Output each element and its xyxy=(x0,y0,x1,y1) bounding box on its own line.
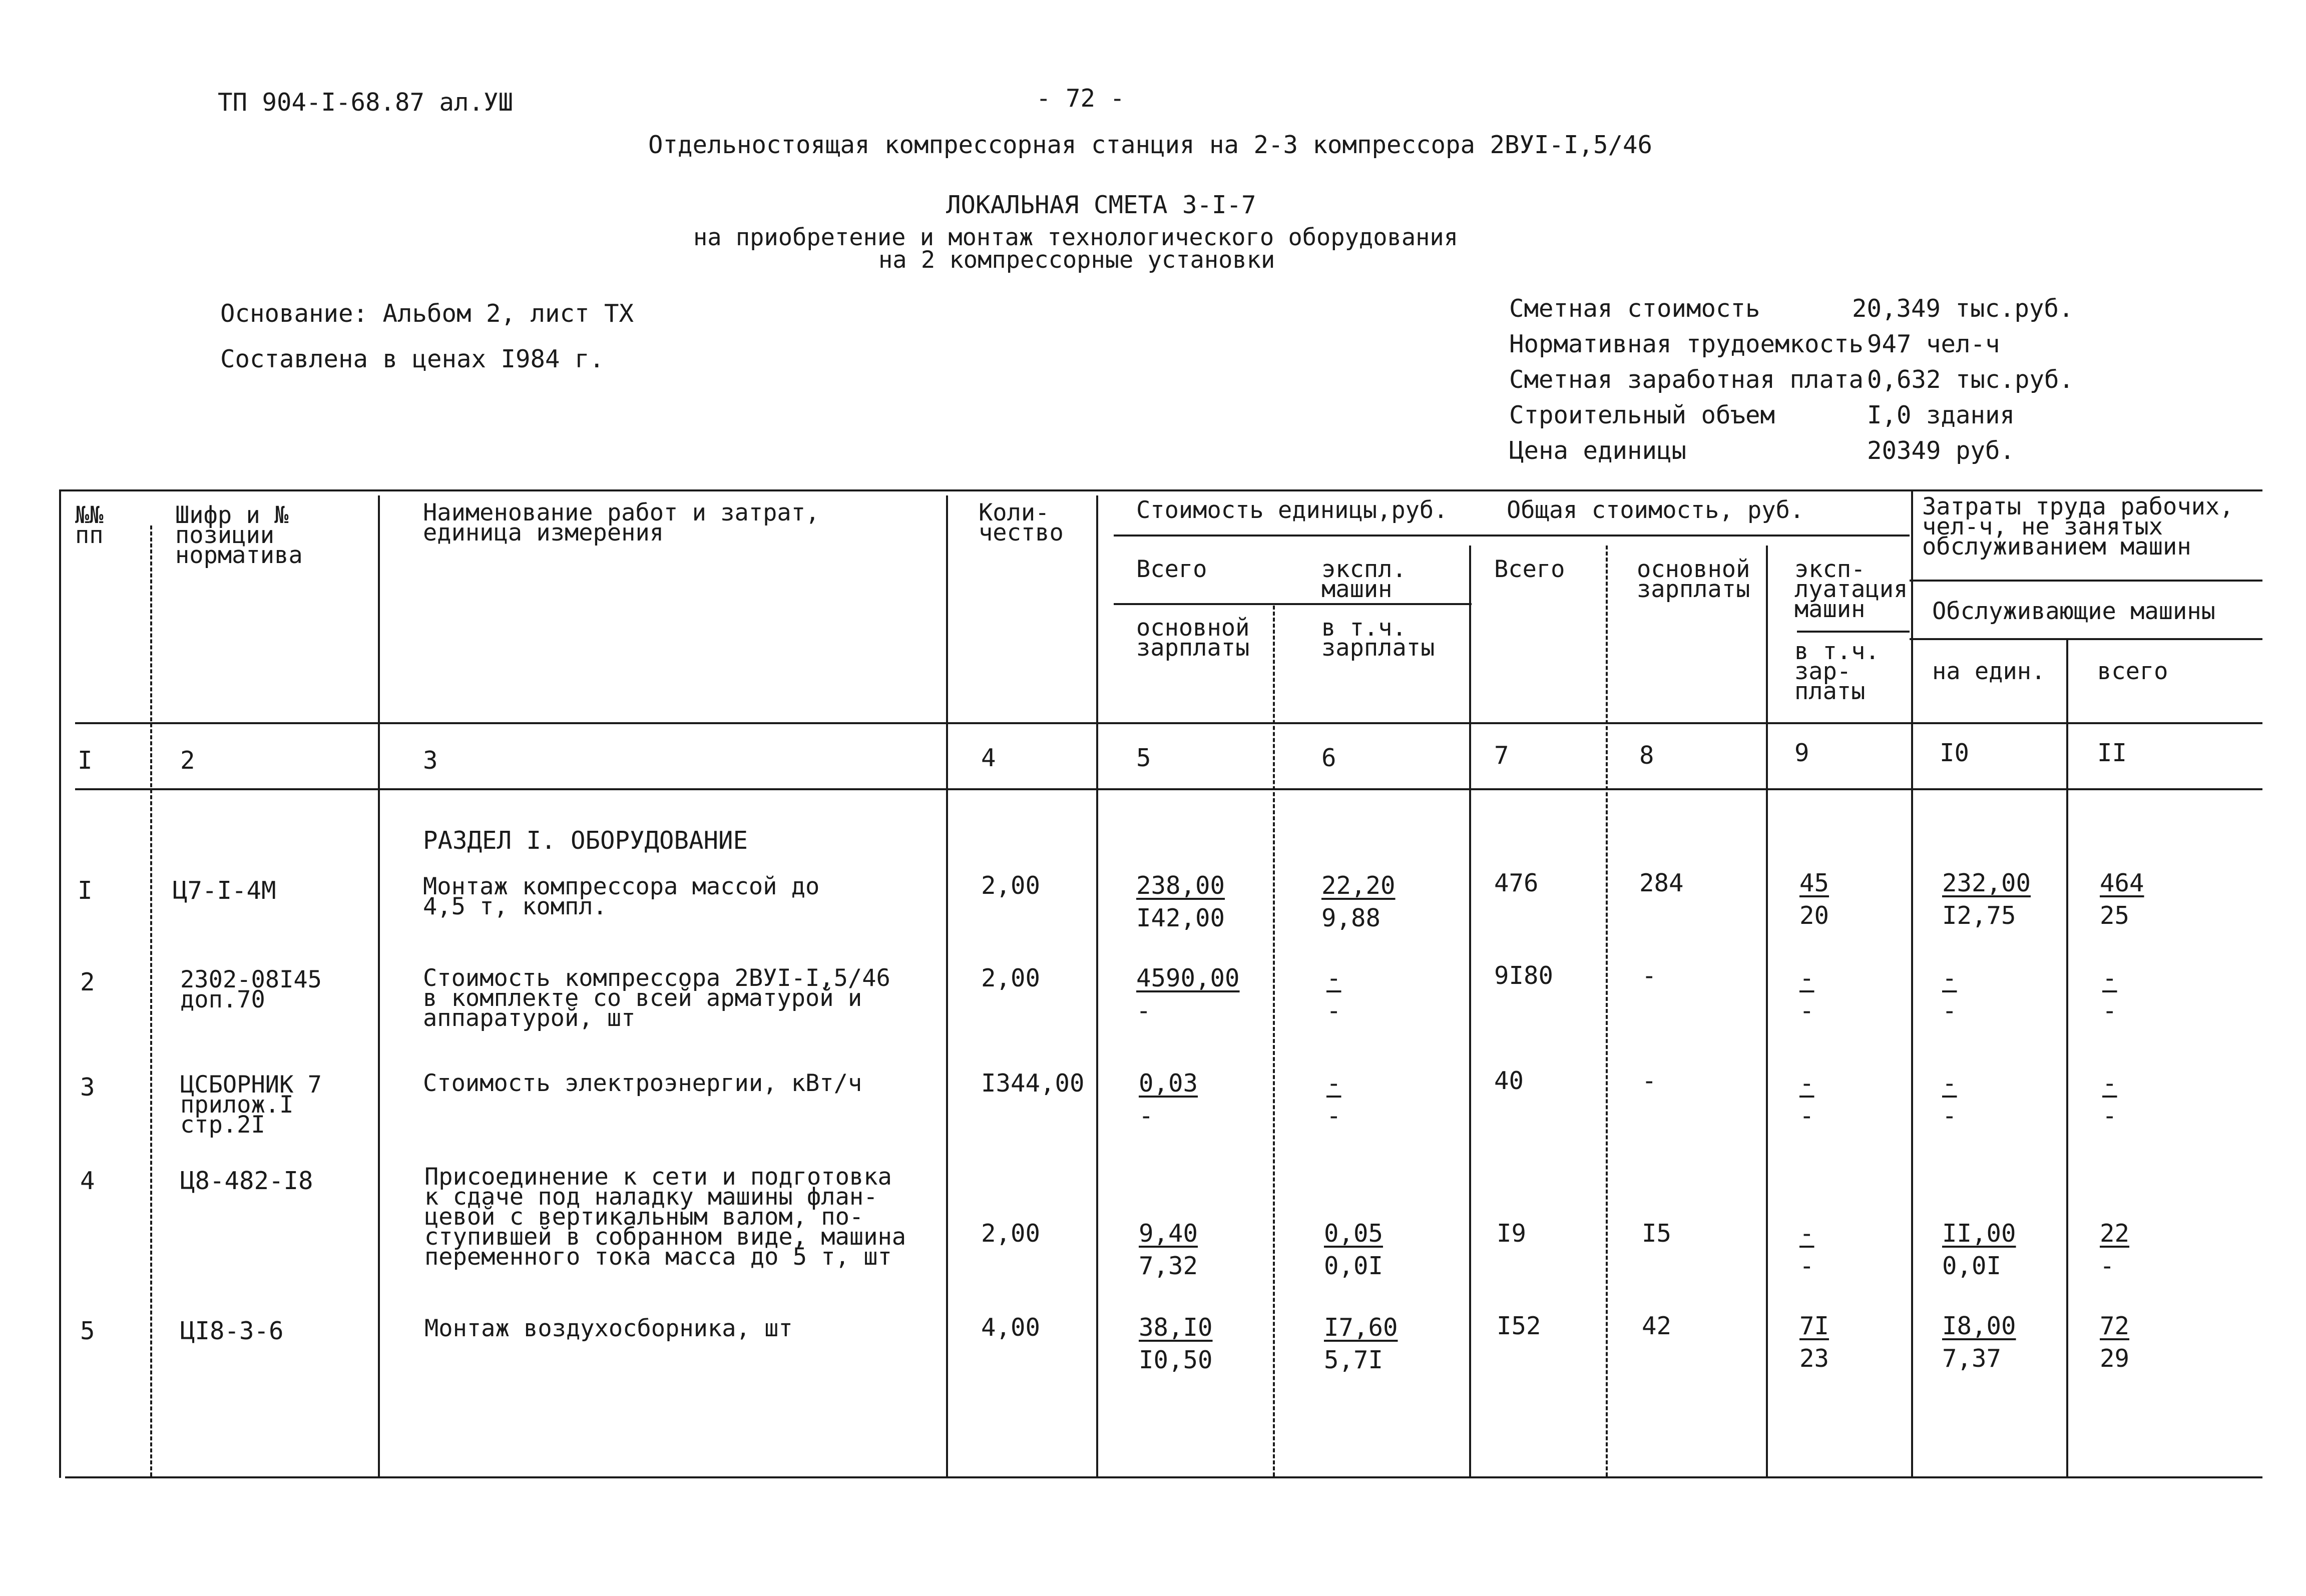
summary-value: I,0 здания xyxy=(1867,401,2015,429)
header-total-basic: основной зарплаты xyxy=(1637,556,1750,603)
header-unit-basic-wage: основной зарплаты xyxy=(1136,614,1250,662)
total-cost-incl-wage: 23 xyxy=(1799,1344,1829,1373)
labor-per-unit: - xyxy=(1942,964,1957,992)
unit-cost-basic-wage: I42,00 xyxy=(1136,904,1225,932)
row-name: Монтаж компрессора массой до 4,5 т, компл. xyxy=(423,873,820,920)
column-number: 6 xyxy=(1321,744,1336,772)
unit-cost-incl-wage: - xyxy=(1326,996,1341,1025)
unit-cost-all: 0,03 xyxy=(1139,1069,1198,1098)
table-top-line xyxy=(60,489,2262,491)
labor-total: 22 xyxy=(2100,1219,2130,1248)
row-name: Стоимость компрессора 2ВУI-I,5/46 в комплекте со всей арматурой и аппаратурой, шт xyxy=(423,964,890,1032)
row-name: Стоимость электроэнергии, кВт/ч xyxy=(423,1070,862,1097)
prices-line: Составлена в ценах I984 г. xyxy=(220,345,605,373)
column-number: I xyxy=(78,746,93,775)
labor-per-unit: - xyxy=(1942,1069,1957,1098)
column-divider xyxy=(946,495,948,1476)
column-number: II xyxy=(2097,739,2127,767)
column-number: 5 xyxy=(1136,744,1151,772)
summary-label: Цена единицы xyxy=(1509,436,1687,465)
row-number: I xyxy=(78,876,93,905)
column-divider xyxy=(59,489,61,1478)
summary-label: Нормативная трудоемкость xyxy=(1509,330,1864,358)
column-number: 2 xyxy=(180,746,195,775)
unit-cost-all: 4590,00 xyxy=(1136,964,1240,992)
header-line xyxy=(1114,535,1910,537)
row-code: ЦСБОРНИК 7 прилож.I стр.2I xyxy=(180,1071,322,1139)
labor-total: - xyxy=(2102,1069,2117,1098)
total-cost-all: 476 xyxy=(1494,869,1539,897)
unit-cost-incl-wage: 9,88 xyxy=(1321,904,1381,932)
unit-cost-machines: - xyxy=(1326,964,1341,992)
labor-total: 72 xyxy=(2100,1312,2130,1340)
summary-value: 20349 руб. xyxy=(1867,436,2015,465)
total-cost-incl-wage: 20 xyxy=(1799,901,1829,930)
document-subtitle: Отдельностоящая компрессорная станция на 2-3 компрессора 2ВУI-I,5/46 xyxy=(648,131,1653,159)
estimate-title: ЛОКАЛЬНАЯ СМЕТА 3-I-7 xyxy=(946,191,1256,219)
labor-total-machines: - xyxy=(2102,1102,2117,1130)
column-divider xyxy=(1606,546,1608,1476)
column-divider xyxy=(1911,489,1913,1478)
total-cost-all: 9I80 xyxy=(1494,961,1554,990)
summary-value: 947 чел-ч xyxy=(1867,330,2000,358)
labor-per-unit-machines: 7,37 xyxy=(1942,1344,2002,1373)
row-number: 3 xyxy=(80,1073,95,1102)
header-total-all: Всего xyxy=(1494,556,1565,583)
row-code: Ц7-I-4М xyxy=(173,876,276,905)
summary-label: Сметная стоимость xyxy=(1509,294,1760,323)
total-cost-machines: - xyxy=(1799,1069,1814,1098)
labor-per-unit: 232,00 xyxy=(1942,869,2031,897)
document-code: ТП 904-I-68.87 ал.УШ xyxy=(218,88,514,117)
unit-cost-all: 38,I0 xyxy=(1139,1313,1213,1342)
row-number: 5 xyxy=(80,1317,95,1345)
total-cost-basic: - xyxy=(1642,961,1657,990)
estimate-title-line2: на приобретение и монтаж технологического оборудования xyxy=(693,224,1459,251)
header-total-cost: Общая стоимость, руб. xyxy=(1507,496,1804,524)
labor-total-machines: 25 xyxy=(2100,901,2130,930)
header-total-machines: эксп- луатация машин xyxy=(1794,556,1908,623)
row-quantity: 4,00 xyxy=(981,1313,1041,1342)
total-cost-machines: 45 xyxy=(1799,869,1829,897)
total-cost-basic: I5 xyxy=(1642,1219,1672,1248)
header-line xyxy=(1910,580,2262,582)
unit-cost-incl-wage: - xyxy=(1326,1102,1341,1130)
column-number: 3 xyxy=(423,746,438,775)
header-total-incl-wage: в т.ч. зар- платы xyxy=(1794,638,1880,705)
column-divider xyxy=(2066,638,2068,1476)
section-heading: РАЗДЕЛ I. ОБОРУДОВАНИЕ xyxy=(423,826,748,855)
labor-per-unit: II,00 xyxy=(1942,1219,2016,1248)
total-cost-machines: - xyxy=(1799,1219,1814,1248)
total-cost-machines: 7I xyxy=(1799,1312,1829,1340)
labor-per-unit-machines: 0,0I xyxy=(1942,1252,2002,1280)
row-name: Монтаж воздухосборника, шт xyxy=(424,1315,793,1342)
labor-total-machines: 29 xyxy=(2100,1344,2130,1373)
total-cost-basic: - xyxy=(1642,1067,1657,1095)
header-code: Шифр и № позиции норматива xyxy=(175,501,303,569)
labor-per-unit-machines: - xyxy=(1942,1102,1957,1130)
header-total: всего xyxy=(2097,658,2168,685)
column-number: 7 xyxy=(1494,741,1509,770)
page-number: - 72 - xyxy=(1036,84,1125,113)
unit-cost-incl-wage: 5,7I xyxy=(1324,1346,1383,1374)
labor-total-machines: - xyxy=(2100,1252,2115,1280)
row-code: ЦI8-3-6 xyxy=(180,1317,284,1345)
row-name: Присоединение к сети и подготовка к сдаче под наладку машины флан- цевой с вертикальным валом, по- ступившей в собранном виде, машина переменного тока масса до 5 т, шт xyxy=(424,1163,906,1271)
header-bottom-line xyxy=(75,722,2262,724)
labor-total: 464 xyxy=(2100,869,2144,897)
labor-total: - xyxy=(2102,964,2117,992)
total-cost-all: I9 xyxy=(1497,1219,1527,1248)
column-number: 8 xyxy=(1639,741,1654,770)
unit-cost-basic-wage: - xyxy=(1139,1102,1154,1130)
unit-cost-machines: 0,05 xyxy=(1324,1219,1383,1248)
header-per-unit: на един. xyxy=(1932,658,2046,685)
unit-cost-machines: I7,60 xyxy=(1324,1313,1398,1342)
total-cost-basic: 42 xyxy=(1642,1312,1672,1340)
column-divider xyxy=(1096,495,1098,1476)
column-numbers-line xyxy=(75,788,2262,790)
total-cost-incl-wage: - xyxy=(1799,996,1814,1025)
header-unit-all: Всего xyxy=(1136,556,1207,583)
header-labor: Затраты труда рабочих, чел-ч, не занятых обслуживанием машин xyxy=(1922,493,2234,561)
unit-cost-basic-wage: - xyxy=(1136,996,1151,1025)
row-code: 2302-08I45 доп.70 xyxy=(180,966,322,1013)
header-quantity: Коли- чество xyxy=(979,499,1064,547)
row-quantity: 2,00 xyxy=(981,964,1041,992)
header-line xyxy=(1114,603,1472,605)
column-number: I0 xyxy=(1940,739,1970,767)
header-line xyxy=(1797,631,1910,633)
table-bottom-line xyxy=(65,1476,2262,1478)
column-number: 4 xyxy=(981,744,996,772)
row-quantity: I344,00 xyxy=(981,1069,1085,1098)
row-number: 2 xyxy=(80,968,95,996)
total-cost-incl-wage: - xyxy=(1799,1102,1814,1130)
unit-cost-basic-wage: I0,50 xyxy=(1139,1346,1213,1374)
header-unit-cost: Стоимость единицы,руб. xyxy=(1136,496,1448,524)
labor-total-machines: - xyxy=(2102,996,2117,1025)
basis-line: Основание: Альбом 2, лист ТХ xyxy=(220,299,634,328)
row-code: Ц8-482-I8 xyxy=(180,1167,313,1195)
summary-label: Строительный объем xyxy=(1509,401,1775,429)
column-number: 9 xyxy=(1794,739,1809,767)
unit-cost-all: 238,00 xyxy=(1136,871,1225,900)
header-name: Наименование работ и затрат, единица измерения xyxy=(423,499,820,547)
summary-value: 0,632 тыс.руб. xyxy=(1867,365,2074,394)
header-line xyxy=(1910,638,2262,640)
header-num: №№ пп xyxy=(75,501,104,549)
row-quantity: 2,00 xyxy=(981,1219,1041,1248)
unit-cost-all: 9,40 xyxy=(1139,1219,1198,1248)
header-serving-machines: Обслуживающие машины xyxy=(1932,598,2215,625)
labor-per-unit-machines: - xyxy=(1942,996,1957,1025)
row-number: 4 xyxy=(80,1167,95,1195)
total-cost-all: I52 xyxy=(1497,1312,1541,1340)
row-quantity: 2,00 xyxy=(981,871,1041,900)
unit-cost-machines: 22,20 xyxy=(1321,871,1396,900)
estimate-title-line3: на 2 компрессорные установки xyxy=(878,246,1275,274)
total-cost-all: 40 xyxy=(1494,1067,1524,1095)
column-divider xyxy=(1766,546,1768,1476)
total-cost-incl-wage: - xyxy=(1799,1252,1814,1280)
unit-cost-machines: - xyxy=(1326,1069,1341,1098)
column-divider xyxy=(378,495,380,1476)
header-unit-incl-wage: в т.ч. зарплаты xyxy=(1321,614,1435,662)
total-cost-basic: 284 xyxy=(1639,869,1684,897)
summary-label: Сметная заработная плата xyxy=(1509,365,1864,394)
labor-per-unit: I8,00 xyxy=(1942,1312,2016,1340)
header-unit-machines: экспл. машин xyxy=(1321,556,1407,603)
unit-cost-basic-wage: 7,32 xyxy=(1139,1252,1198,1280)
column-divider xyxy=(1469,546,1471,1476)
total-cost-machines: - xyxy=(1799,964,1814,992)
unit-cost-incl-wage: 0,0I xyxy=(1324,1252,1383,1280)
labor-per-unit-machines: I2,75 xyxy=(1942,901,2016,930)
column-divider xyxy=(150,525,152,1476)
column-divider xyxy=(1273,606,1275,1476)
summary-value: 20,349 тыс.руб. xyxy=(1852,294,2074,323)
